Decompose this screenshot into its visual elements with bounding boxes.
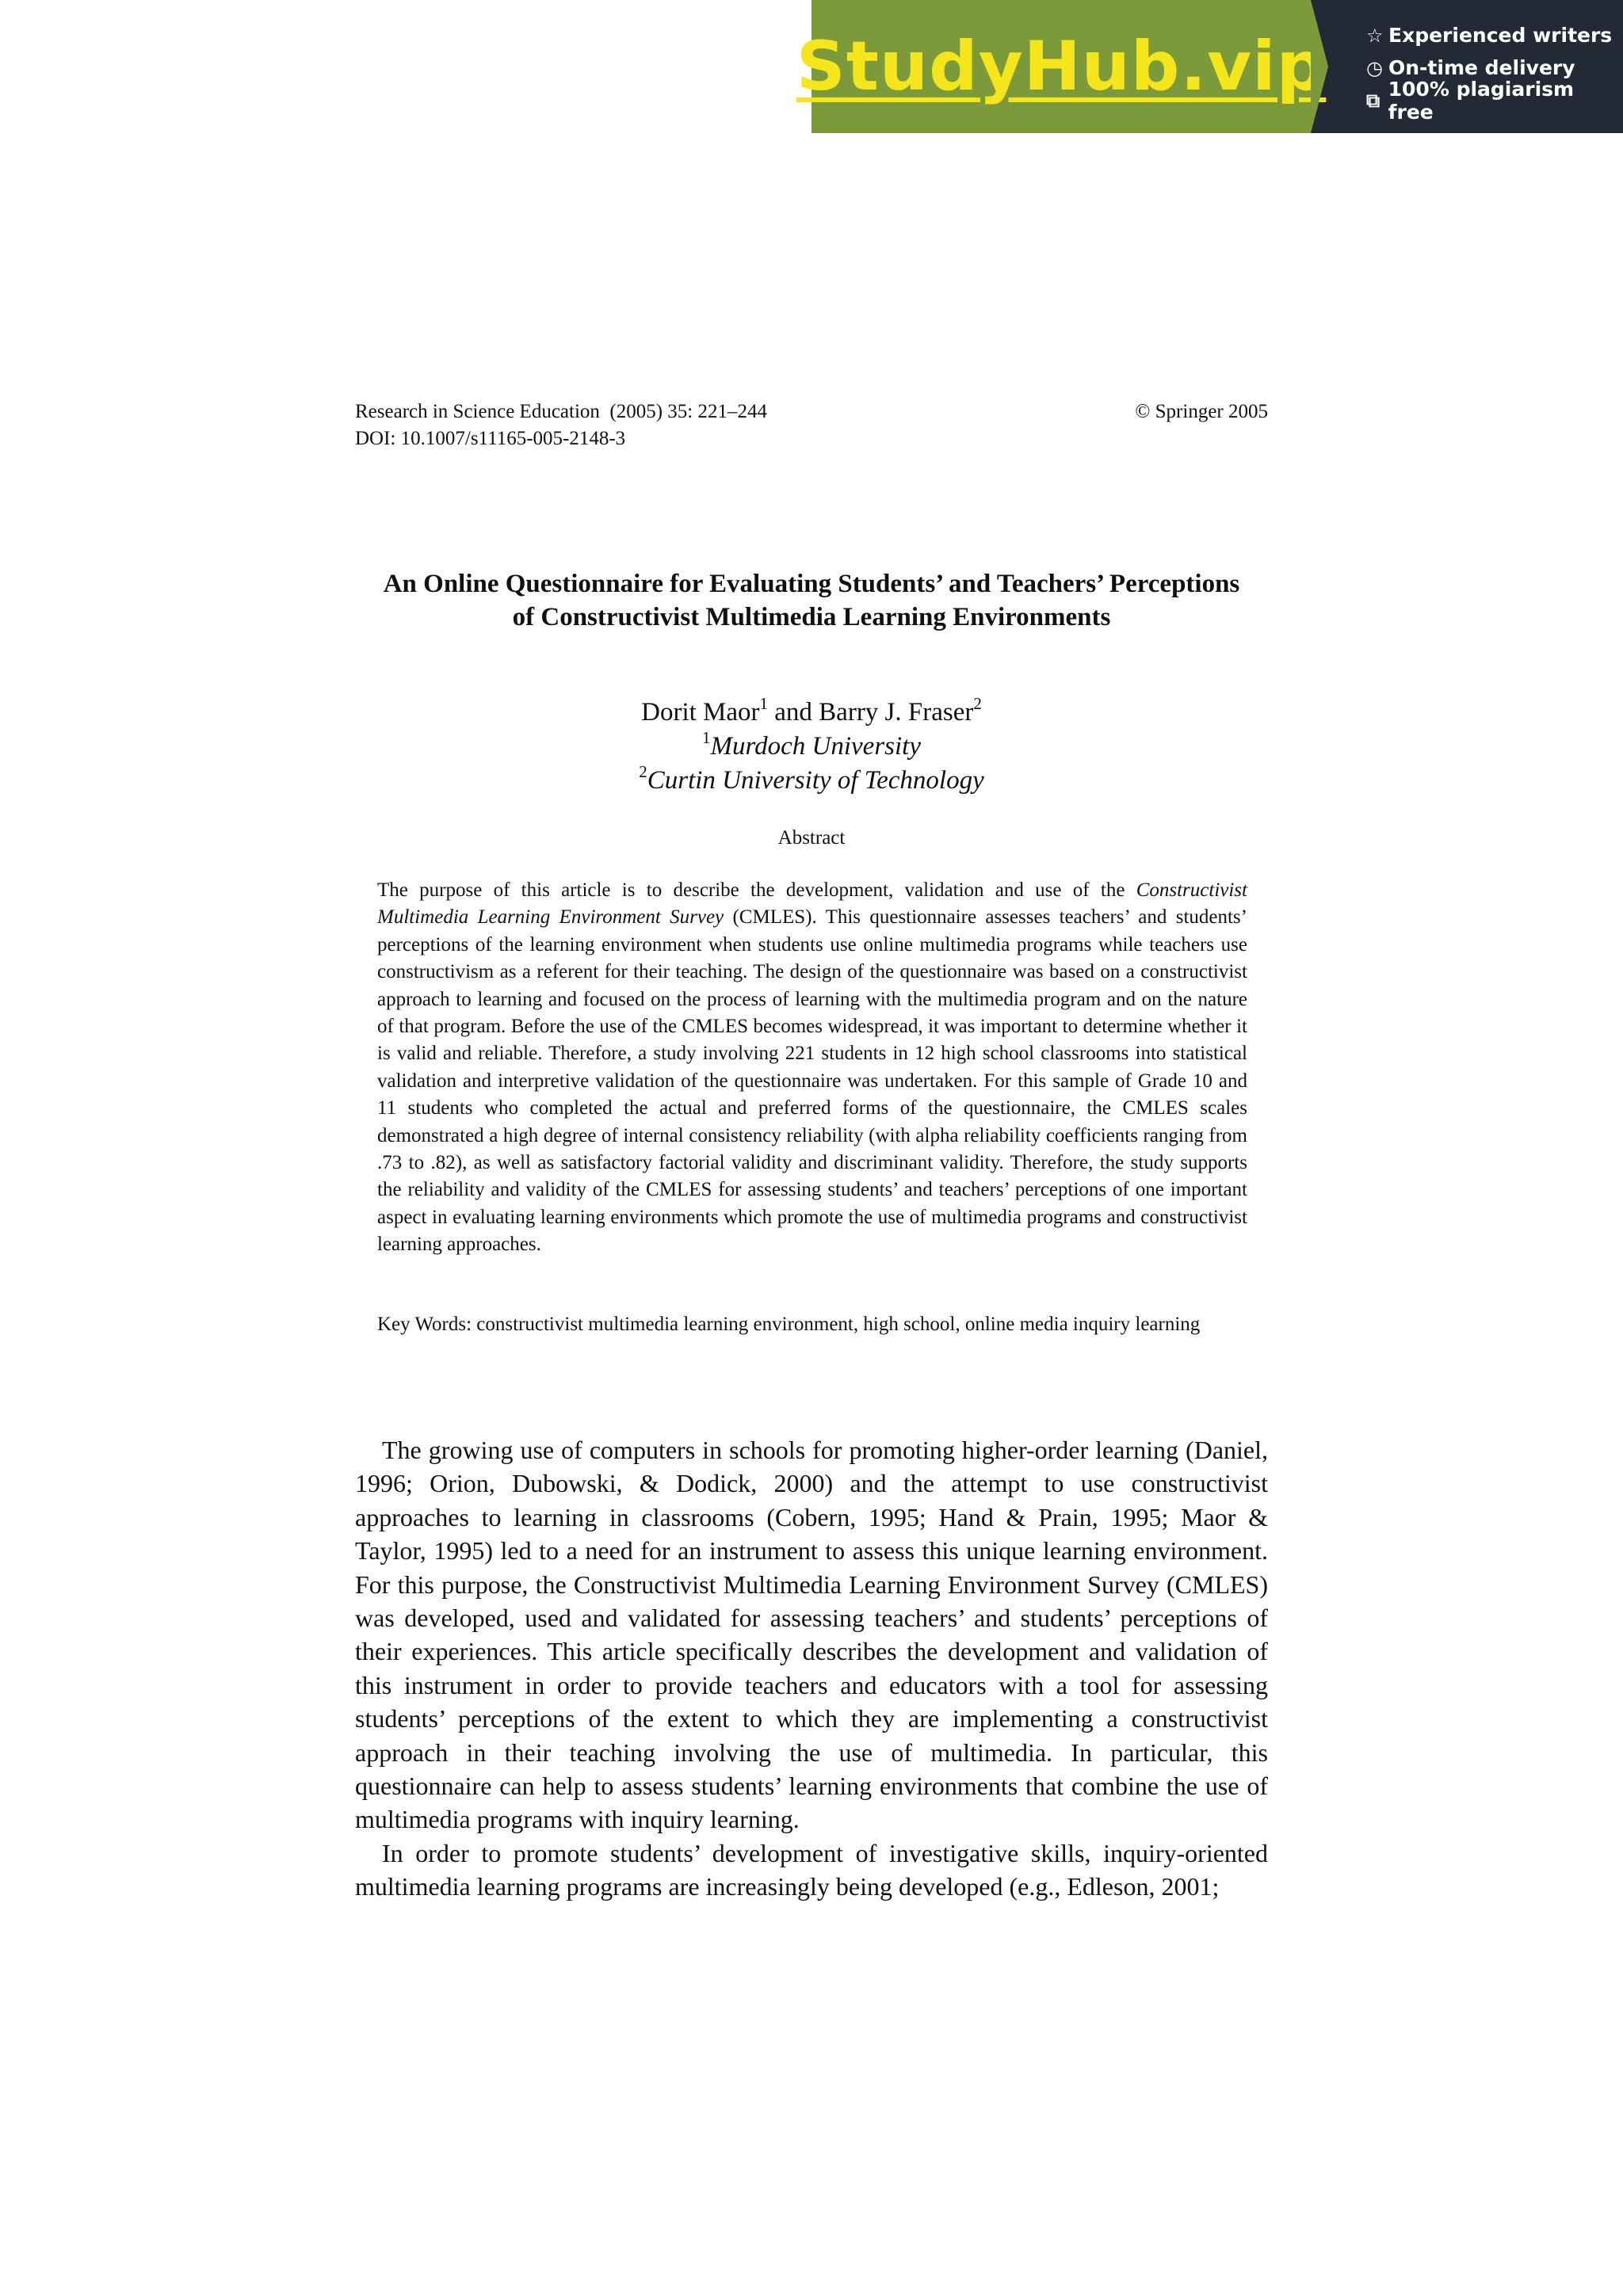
star-outline-icon: ☆ — [1366, 24, 1384, 47]
affiliation — [355, 764, 1268, 798]
title-line: An Online Questionnaire for Evaluating Students’ and Teachers’ Perceptions — [383, 570, 1240, 598]
body-paragraph: In order to promote students’ development of investigative skills, inquiry-oriented multimedia learning programs are increasingly being developed (e.g., Edleson, 2001; — [355, 1838, 1268, 1901]
journal-doi: DOI: 10.1007/s11165-005-2148-3 — [355, 428, 626, 449]
keywords: Key Words: constructivist multimedia learning environment, high school, online media inquiry learning — [377, 1314, 1201, 1335]
abstract-heading: Abstract — [777, 827, 846, 849]
paper-title — [355, 567, 1268, 634]
affiliation-mark: 1 — [759, 694, 769, 713]
affiliation-name: Curtin University of Technology — [647, 766, 984, 795]
feature-label: 100% plagiarism free — [1388, 77, 1575, 124]
clock-icon: ◷ — [1366, 56, 1383, 79]
survey-name: Constructivist Multimedia Learning Environment Survey — [377, 879, 1247, 929]
author-block — [355, 696, 1268, 798]
title-line: of Constructivist Multimedia Learning Environments — [512, 603, 1111, 631]
journal-copyright: © Springer 2005 — [1135, 401, 1268, 422]
author-name: Barry J. Fraser — [819, 698, 974, 727]
affiliation-mark: 2 — [639, 762, 647, 781]
feature-experienced-writers — [1366, 19, 1623, 51]
studyhub-logo[interactable] — [796, 0, 1327, 133]
body-paragraph: The growing use of computers in schools for promoting higher-order learning (Daniel, 1996; Orion, Dubowski, & Dodick, 2000) and the attempt to use constructivist approaches to learning in classrooms (Cobern, 1995; Hand & Prain, 1995; Maor & Taylor, 1995) led to a need for an instrument to assess this unique learning environment. For this purpose, the Constructivist Multimedia Learning Environment Survey (CMLES) was developed, used and validated for assessing teachers’ and students’ perceptions of their experiences. This article specifically describes the development and validation of this instrument in order to provide teachers and educators with a tool for assessing students’ perceptions of the extent to which they are implementing a constructivist approach in their teaching involving the use of multimedia. In particular, this questionnaire can help to assess students’ learning environments that combine the use of multimedia programs with inquiry learning. — [355, 1436, 1268, 1834]
abstract-text: (CMLES). This questionnaire assesses teachers’ and students’ perceptions of the learning environment when students use online multimedia programs while teachers use constructivism as a referent for their teaching. The design of the questionnaire was based on a constructivist approach to learning and focused on the process of learning with the multimedia program and on the nature of that program. Before the use of the CMLES becomes widespread, it was important to determine whether it is valid and reliable. Therefore, a study involving 221 students in 12 high school classrooms into statistical validation and interpretive validation of the questionnaire was undertaken. For this sample of Grade 10 and 11 students who completed the actual and preferred forms of the questionnaire, the CMLES scales demonstrated a high degree of internal consistency reliability (with alpha reliability coefficients ranging from .73 to .82), as well as satisfactory factorial validity and discriminant validity. Therefore, the study supports the reliability and validity of the CMLES for assessing students’ and teachers’ perceptions of one important aspect in evaluating learning environments which promote the use of multimedia programs and constructivist learning approaches. — [377, 906, 1247, 1256]
author-names — [355, 696, 1268, 730]
ad-banner[interactable] — [796, 0, 1623, 133]
journal-header — [355, 399, 1268, 425]
banner-feature-list — [1311, 0, 1623, 133]
logo-text: StudyHub.vip — [796, 27, 1327, 106]
abstract-lead: The purpose of this article is to describe the development, validation and use of the — [377, 879, 1136, 901]
abstract-body — [377, 877, 1247, 1259]
affiliation-mark: 1 — [702, 728, 711, 747]
journal-citation: Research in Science Education (2005) 35: 221–244 — [355, 401, 767, 422]
affiliation — [355, 730, 1268, 764]
feature-plagiarism-free — [1366, 77, 1623, 124]
feature-label: On-time delivery — [1388, 56, 1575, 79]
author-separator: and — [768, 698, 819, 727]
author-name: Dorit Maor — [641, 698, 760, 727]
affiliation-name: Murdoch University — [710, 732, 921, 761]
copy-document-icon: ⧉ — [1366, 89, 1381, 112]
affiliation-mark: 2 — [973, 694, 982, 713]
main-text — [355, 1433, 1268, 1904]
feature-label: Experienced writers — [1388, 24, 1613, 47]
